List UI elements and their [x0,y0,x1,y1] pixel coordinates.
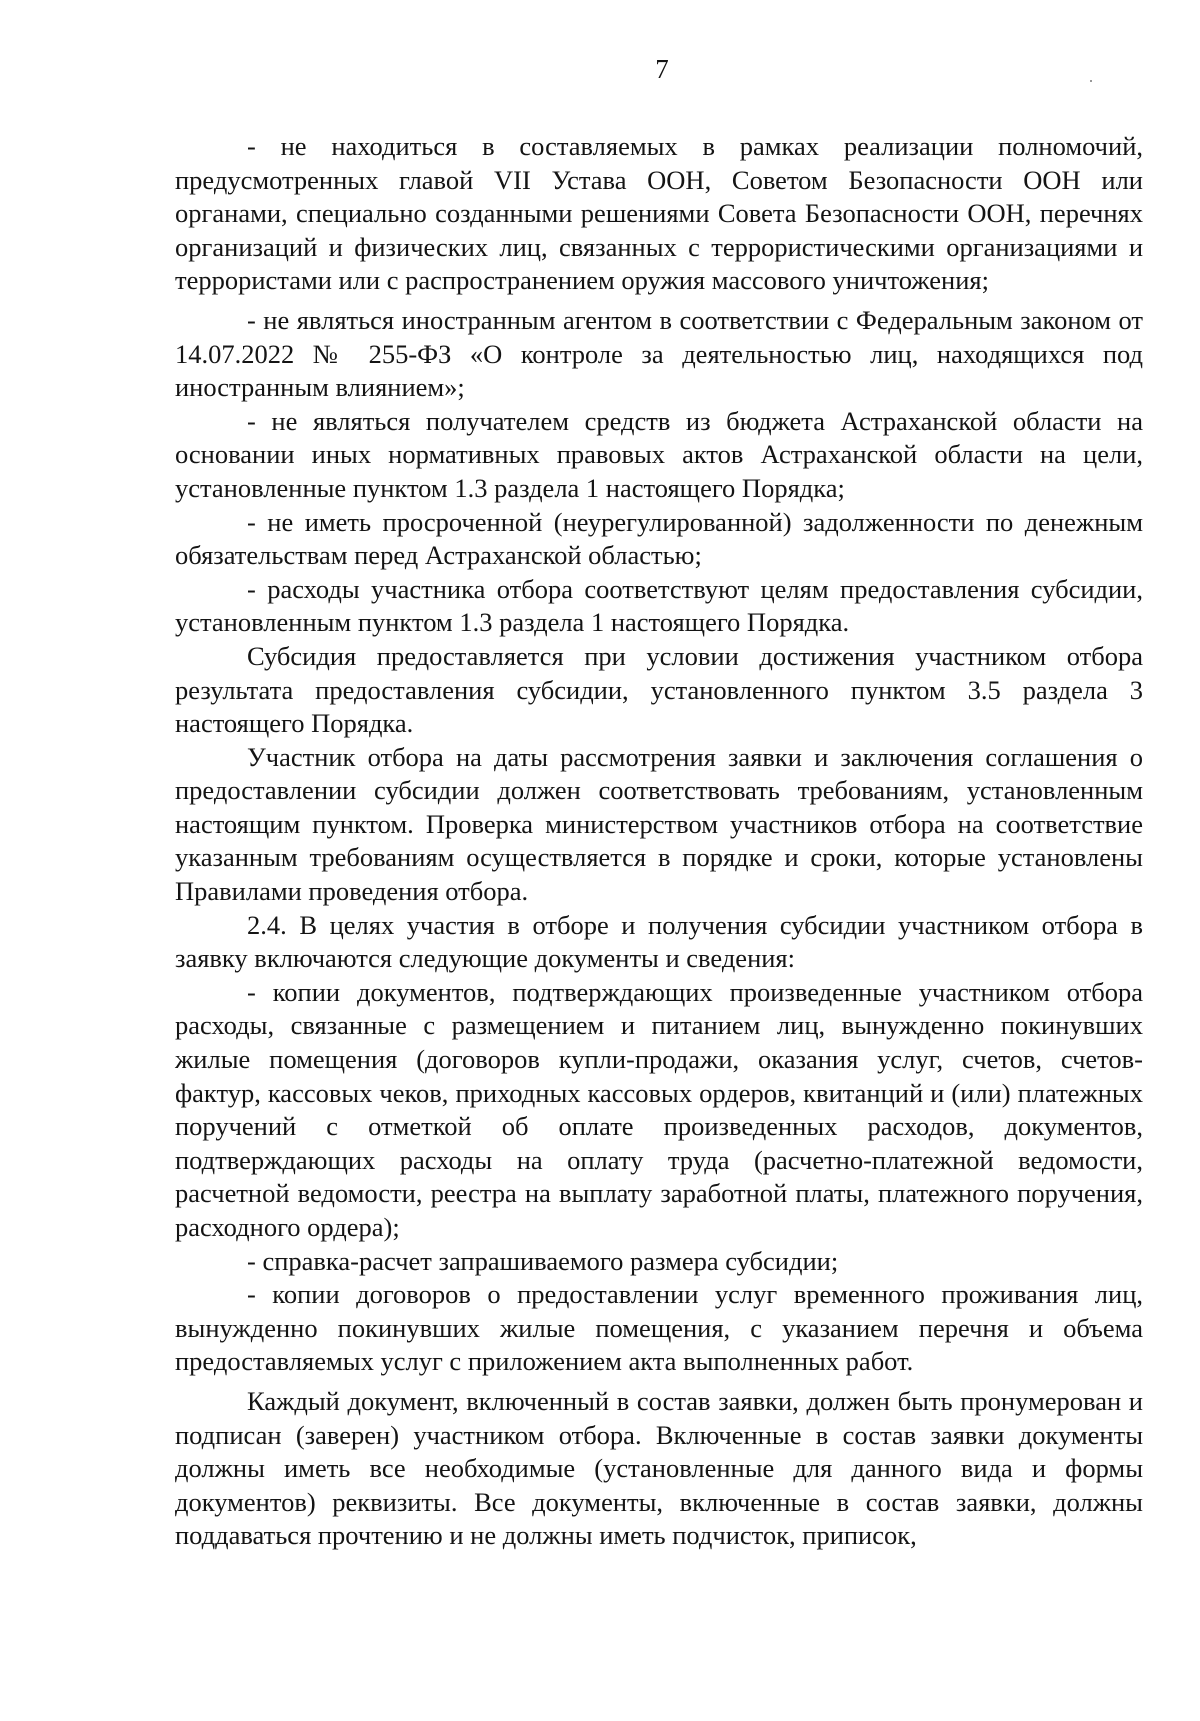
paragraph-subsidy-condition: Субсидия предоставляется при условии достижения участником отбора результата предоставления субсидии, установленного пунктом 3.5 раздела 3 настоящего Порядка. [175,640,1143,739]
paragraph-un-sanctions: - не находиться в составляемых в рамках реализации полномочий, предусмотренных главой VII Устава ООН, Советом Безопасности ООН или органами, специально созданными решениями Совета Безопасности ООН, перечнях организаций и физических лиц, связанных с террористическими организациями и террористами или с распространением оружия массового уничтожения; [175,131,1143,296]
paragraph-calculation-certificate: - справка-расчет запрашиваемого размера субсидии; [247,1245,839,1276]
paragraph-participant-requirements: Участник отбора на даты рассмотрения заявки и заключения соглашения о предоставлении субсидии должен соответствовать требованиям, установленным настоящим пунктом. Проверка министерством участников отбора на соответствие указанным требованиям осуществляется в порядке и сроки, которые установлены Правилами проведения отбора. [175,741,1143,907]
paragraph-document-numbering: Каждый документ, включенный в состав заявки, должен быть пронумерован и подписан (заверен) участником отбора. Включенные в состав заявки документы должны иметь все необходимые (установленные для данного вида и формы документов) реквизиты. Все документы, включенные в состав заявки, должны поддаваться прочтению и не должны иметь подчисток, приписок, [175,1385,1143,1551]
scan-speck [1090,80,1092,82]
paragraph-document-copies: - копии документов, подтверждающих произведенные участником отбора расходы, связанные с размещением и питанием лиц, вынужденно покинувших жилые помещения (договоров купли-продажи, оказания услуг, счетов, счетов-фактур, кассовых чеков, приходных кассовых ордеров, квитанций и (или) платежных поручений с отметкой об оплате произведенных расходов, документов, подтверждающих расходы на оплату труда (расчетно-платежной ведомости, расчетной ведомости, реестра на выплату заработной платы, платежного поручения, расходного ордера); [175,976,1143,1242]
paragraph-expenses-purpose: - расходы участника отбора соответствуют целям предоставления субсидии, установленным пунктом 1.3 раздела 1 настоящего Порядка. [175,573,1143,638]
document-body [175,130,1143,1553]
page-number: 7 [655,54,669,84]
paragraph-foreign-agent: - не являться иностранным агентом в соответствии с Федеральным законом от 14.07.2022 № 255-ФЗ «О контроле за деятельностью лиц, находящихся под иностранным влиянием»; [175,304,1143,403]
paragraph-no-debt: - не иметь просроченной (неурегулированной) задолженности по денежным обязательствам перед Астраханской областью; [175,506,1143,571]
paragraph-contract-copies: - копии договоров о предоставлении услуг временного проживания лиц, вынужденно покинувших жилые помещения, с указанием перечня и объема предоставляемых услуг с приложением акта выполненных работ. [175,1279,1143,1377]
paragraph-budget-recipient: - не являться получателем средств из бюджета Астраханской области на основании иных нормативных правовых актов Астраханской области на цели, установленные пунктом 1.3 раздела 1 настоящего Порядка; [175,405,1143,503]
paragraph-2-4-heading: 2.4. В целях участия в отборе и получения субсидии участником отбора в заявку включаются следующие документы и сведения: [175,909,1143,974]
